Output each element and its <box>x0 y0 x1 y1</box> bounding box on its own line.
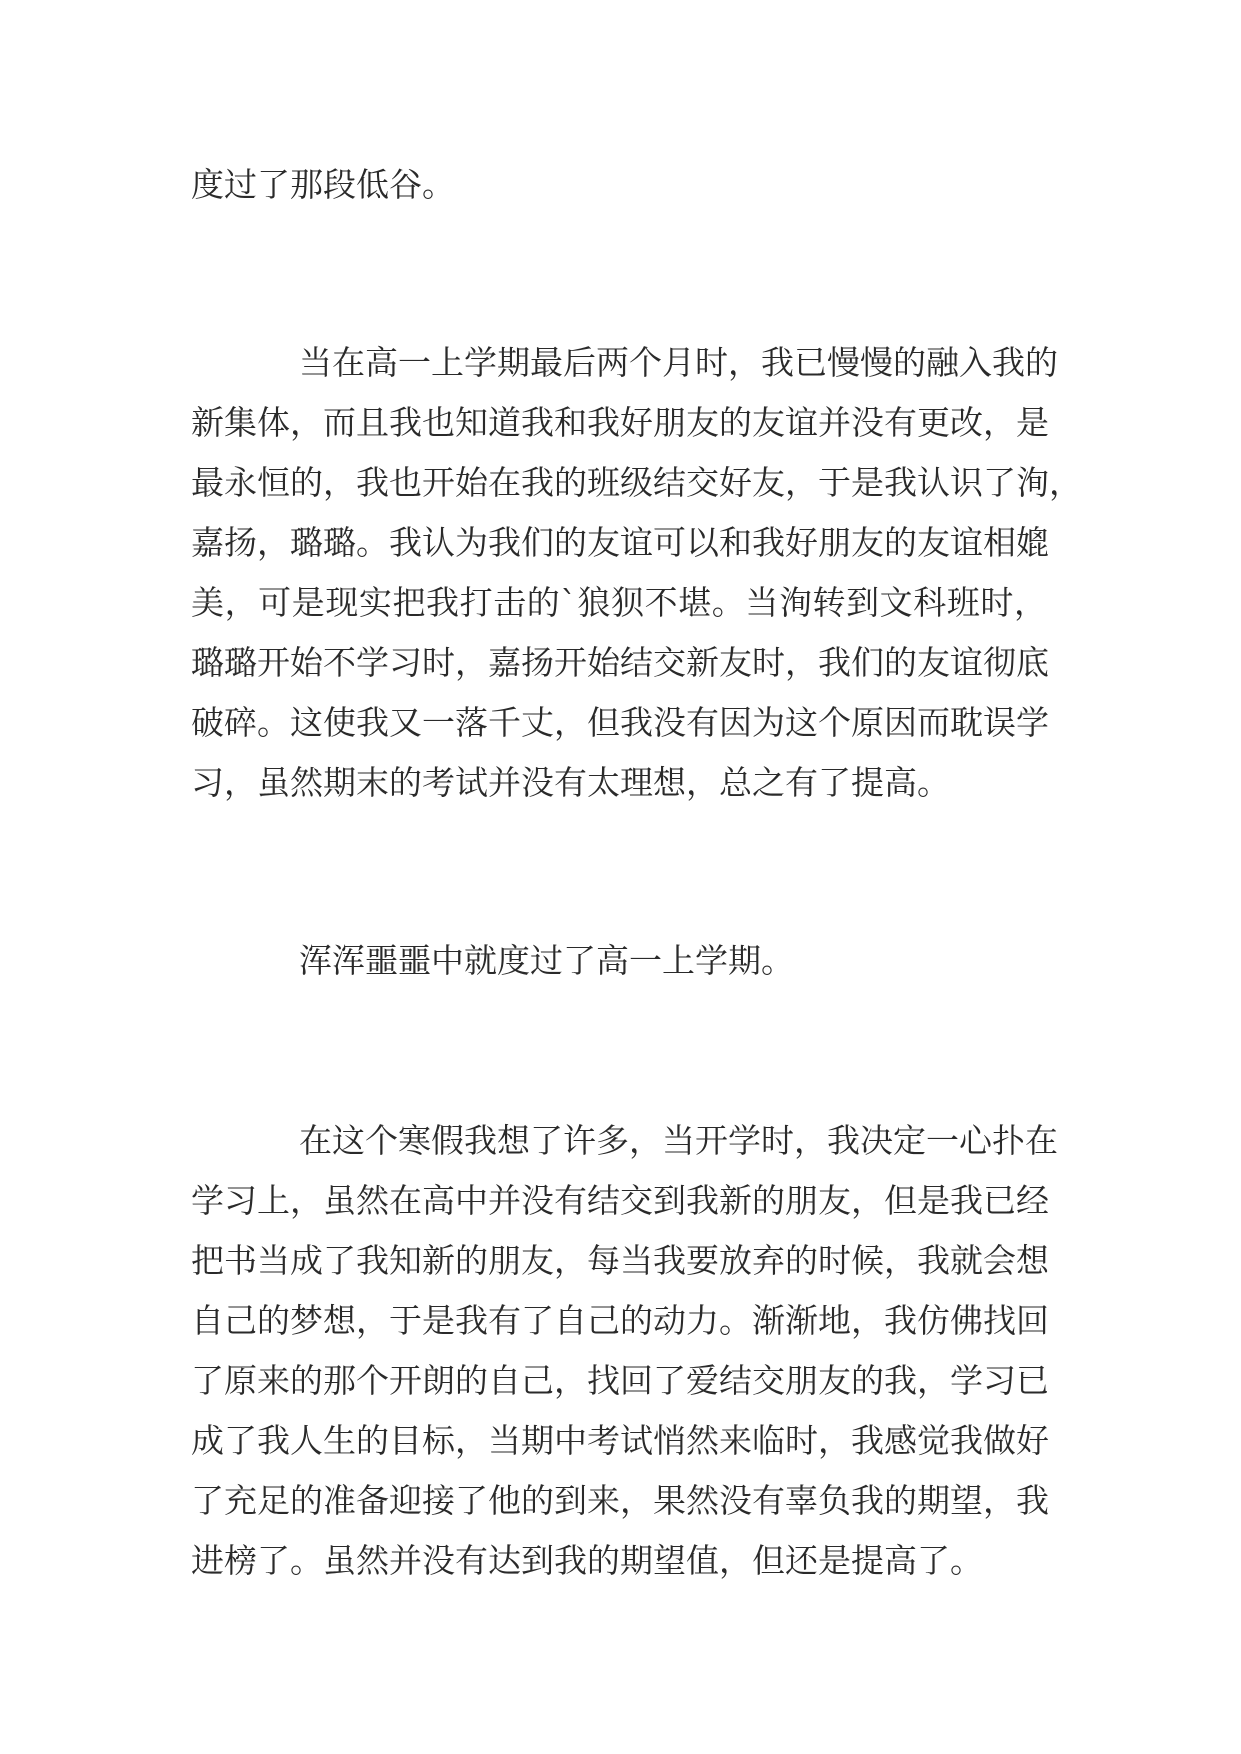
line-text: 最永恒的，我也开始在我的班级结交好友，于是我认识了洵， <box>191 463 1082 502</box>
line-text: 当在高一上学期最后两个月时，我已慢慢的融入我的 <box>299 343 1058 382</box>
line-text: 把书当成了我知新的朋友，每当我要放弃的时候，我就会想 <box>191 1241 1049 1280</box>
text-line <box>0 513 1241 573</box>
line-text: 了充足的准备迎接了他的到来，果然没有辜负我的期望，我 <box>191 1481 1049 1520</box>
text-line <box>0 633 1241 693</box>
text-line <box>0 753 1241 813</box>
text-line <box>0 931 1241 991</box>
line-text: 进榜了。虽然并没有达到我的期望值，但还是提高了。 <box>191 1541 983 1580</box>
line-text: 学习上，虽然在高中并没有结交到我新的朋友，但是我已经 <box>191 1181 1049 1220</box>
text-line <box>0 393 1241 453</box>
line-text: 嘉扬，璐璐。我认为我们的友谊可以和我好朋友的友谊相媲 <box>191 523 1049 562</box>
line-text: 成了我人生的目标，当期中考试悄然来临时，我感觉我做好 <box>191 1421 1049 1460</box>
line-text: 破碎。这使我又一落千丈，但我没有因为这个原因而耽误学 <box>191 703 1049 742</box>
text-line <box>0 1171 1241 1231</box>
text-line <box>0 1351 1241 1411</box>
text-line <box>0 1111 1241 1171</box>
text-line <box>0 1531 1241 1591</box>
line-text: 浑浑噩噩中就度过了高一上学期。 <box>299 941 794 980</box>
text-line <box>0 155 1241 215</box>
text-line <box>0 1291 1241 1351</box>
text-line <box>0 1231 1241 1291</box>
text-line <box>0 1471 1241 1531</box>
text-line <box>0 693 1241 753</box>
line-text: 自己的梦想，于是我有了自己的动力。渐渐地，我仿佛找回 <box>191 1301 1049 1340</box>
line-text: 度过了那段低谷。 <box>191 165 455 204</box>
line-text: 在这个寒假我想了许多，当开学时，我决定一心扑在 <box>299 1121 1058 1160</box>
text-line <box>0 1411 1241 1471</box>
line-text: 了原来的那个开朗的自己，找回了爱结交朋友的我，学习已 <box>191 1361 1049 1400</box>
text-line <box>0 333 1241 393</box>
line-text: 璐璐开始不学习时，嘉扬开始结交新友时，我们的友谊彻底 <box>191 643 1049 682</box>
line-text: 美，可是现实把我打击的`狼狈不堪。当洵转到文科班时， <box>191 583 1047 622</box>
line-text: 新集体，而且我也知道我和我好朋友的友谊并没有更改，是 <box>191 403 1049 442</box>
line-text: 习，虽然期末的考试并没有太理想，总之有了提高。 <box>191 763 950 802</box>
text-line <box>0 573 1241 633</box>
text-line <box>0 453 1241 513</box>
